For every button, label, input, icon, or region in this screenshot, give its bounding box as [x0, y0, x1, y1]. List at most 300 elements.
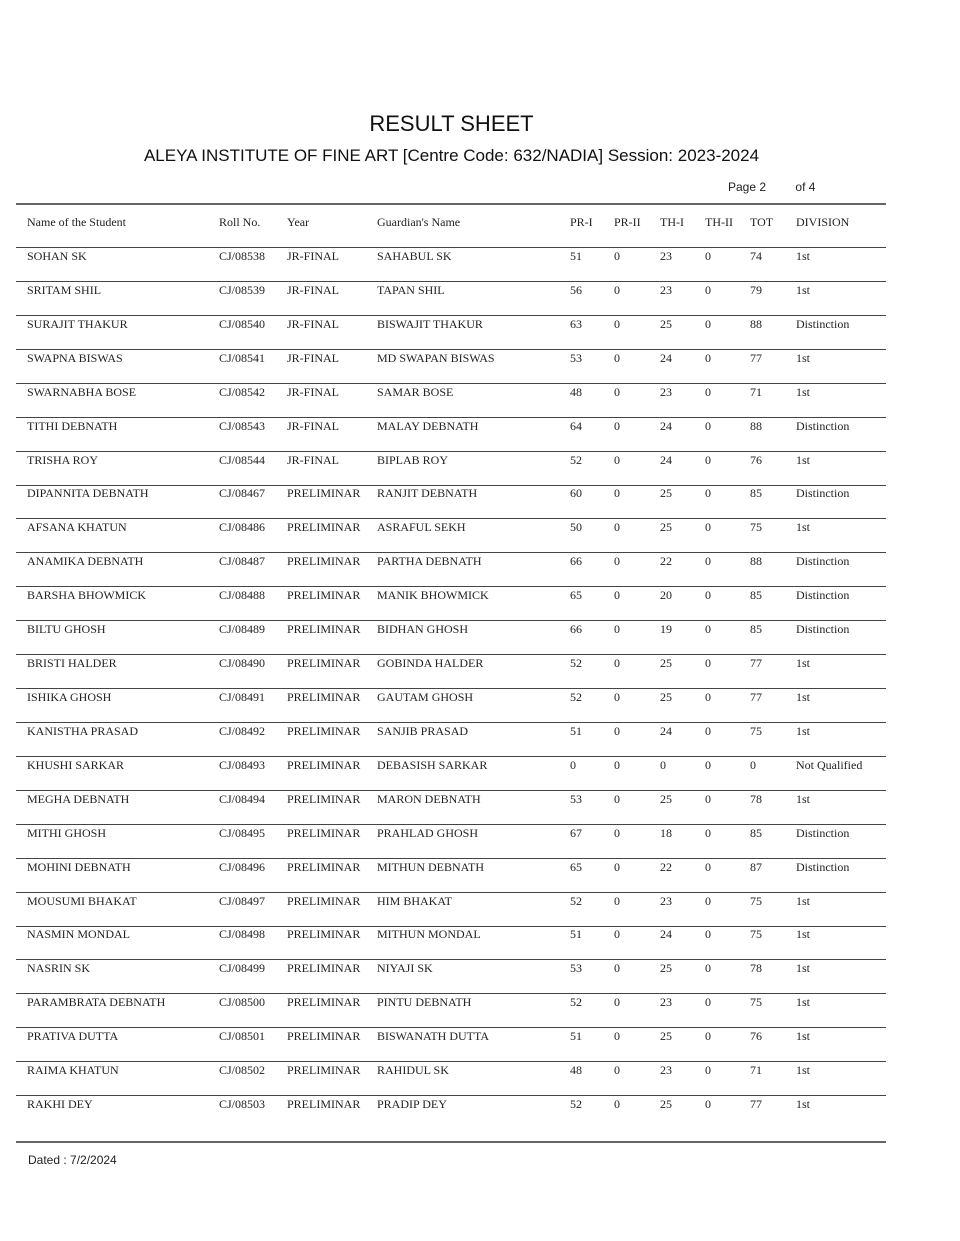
total-mark: 77	[750, 1097, 762, 1111]
division: 1st	[796, 1063, 811, 1078]
row-divider	[16, 926, 886, 927]
total-mark: 75	[750, 893, 762, 908]
year: JR-FINAL	[287, 452, 340, 467]
total-mark: 0	[750, 757, 756, 772]
th1-mark: 25	[660, 1097, 672, 1111]
th1-mark: 25	[660, 1029, 672, 1044]
student-name: SWAPNA BISWAS	[27, 350, 123, 365]
pr1-mark: 66	[570, 622, 582, 637]
pr2-mark: 0	[614, 554, 620, 569]
pr1-mark: 66	[570, 554, 582, 569]
th1-mark: 23	[660, 384, 672, 399]
th2-mark: 0	[705, 452, 711, 467]
year: PRELIMINAR	[287, 520, 361, 535]
table-row	[0, 961, 960, 977]
row-divider	[16, 349, 886, 350]
row-divider	[16, 858, 886, 859]
pr2-mark: 0	[614, 1097, 620, 1111]
table-row	[0, 486, 960, 502]
th2-mark: 0	[705, 588, 711, 603]
th2-mark: 0	[705, 249, 711, 263]
table-row	[0, 453, 960, 469]
row-divider	[16, 1027, 886, 1028]
division: Distinction	[796, 554, 850, 569]
division: 1st	[796, 791, 811, 806]
pr2-mark: 0	[614, 384, 620, 399]
student-name: AFSANA KHATUN	[27, 520, 127, 535]
year: JR-FINAL	[287, 249, 340, 263]
year: JR-FINAL	[287, 350, 340, 365]
guardian-name: SAHABUL SK	[377, 249, 452, 263]
row-divider	[16, 959, 886, 960]
year: JR-FINAL	[287, 316, 340, 331]
pr2-mark: 0	[614, 282, 620, 297]
year: PRELIMINAR	[287, 791, 361, 806]
student-name: ANAMIKA DEBNATH	[27, 554, 144, 569]
guardian-name: BISWANATH DUTTA	[377, 1029, 490, 1044]
pr2-mark: 0	[614, 588, 620, 603]
table-top-rule	[16, 203, 886, 205]
th2-mark: 0	[705, 927, 711, 942]
total-mark: 77	[750, 690, 762, 704]
guardian-name: SAMAR BOSE	[377, 384, 454, 399]
pr1-mark: 52	[570, 1097, 582, 1111]
row-divider	[16, 383, 886, 384]
pr2-mark: 0	[614, 452, 620, 467]
row-divider	[16, 1095, 886, 1096]
row-divider	[16, 417, 886, 418]
roll-number: CJ/08488	[219, 588, 266, 603]
row-divider	[16, 1061, 886, 1062]
table-row	[0, 927, 960, 943]
year: JR-FINAL	[287, 418, 340, 433]
division: 1st	[796, 961, 811, 976]
total-mark: 71	[750, 384, 762, 399]
total-mark: 74	[750, 249, 762, 263]
th1-mark: 24	[660, 927, 672, 942]
division: 1st	[796, 452, 811, 467]
table-row	[0, 419, 960, 435]
row-divider	[16, 824, 886, 825]
guardian-name: MITHUN MONDAL	[377, 927, 481, 942]
table-row	[0, 860, 960, 876]
total-mark: 85	[750, 622, 762, 637]
roll-number: CJ/08490	[219, 656, 266, 670]
table-row	[0, 1097, 960, 1113]
division: Distinction	[796, 622, 850, 637]
th2-mark: 0	[705, 791, 711, 806]
division: Not Qualified	[796, 757, 863, 772]
th1-mark: 20	[660, 588, 672, 603]
th1-mark: 22	[660, 859, 672, 874]
row-divider	[16, 586, 886, 587]
total-mark: 75	[750, 995, 762, 1010]
pr2-mark: 0	[614, 520, 620, 535]
guardian-name: PRAHLAD GHOSH	[377, 825, 479, 840]
guardian-name: PINTU DEBNATH	[377, 995, 472, 1010]
year: PRELIMINAR	[287, 690, 361, 704]
th2-mark: 0	[705, 282, 711, 297]
th2-mark: 0	[705, 554, 711, 569]
roll-number: CJ/08502	[219, 1063, 266, 1078]
roll-number: CJ/08495	[219, 825, 266, 840]
pr1-mark: 65	[570, 588, 582, 603]
pr1-mark: 67	[570, 825, 582, 840]
division: 1st	[796, 656, 811, 670]
th1-mark: 0	[660, 757, 666, 772]
guardian-name: NIYAJI SK	[377, 961, 433, 976]
total-mark: 85	[750, 825, 762, 840]
table-row	[0, 758, 960, 774]
th2-mark: 0	[705, 690, 711, 704]
col-header-pr2: PR-II	[614, 215, 641, 229]
pr2-mark: 0	[614, 927, 620, 942]
pr1-mark: 51	[570, 249, 582, 263]
table-row	[0, 554, 960, 570]
pr2-mark: 0	[614, 418, 620, 433]
roll-number: CJ/08497	[219, 893, 266, 908]
division: 1st	[796, 350, 811, 365]
th2-mark: 0	[705, 622, 711, 637]
th1-mark: 25	[660, 656, 672, 670]
pr2-mark: 0	[614, 1029, 620, 1044]
student-name: BARSHA BHOWMICK	[27, 588, 147, 603]
student-name: SWARNABHA BOSE	[27, 384, 137, 399]
row-divider	[16, 790, 886, 791]
pr1-mark: 52	[570, 656, 582, 670]
division: 1st	[796, 927, 811, 942]
year: PRELIMINAR	[287, 825, 361, 840]
roll-number: CJ/08541	[219, 350, 266, 365]
th2-mark: 0	[705, 1097, 711, 1111]
th1-mark: 24	[660, 350, 672, 365]
year: PRELIMINAR	[287, 1029, 361, 1044]
pr2-mark: 0	[614, 757, 620, 772]
guardian-name: SANJIB PRASAD	[377, 723, 469, 738]
roll-number: CJ/08486	[219, 520, 266, 535]
roll-number: CJ/08499	[219, 961, 266, 976]
division: Distinction	[796, 588, 850, 603]
col-header-guardian: Guardian's Name	[377, 215, 461, 229]
pr1-mark: 60	[570, 486, 582, 501]
col-header-name: Name of the Student	[27, 215, 126, 229]
guardian-name: MD SWAPAN BISWAS	[377, 350, 495, 365]
total-mark: 77	[750, 656, 762, 670]
roll-number: CJ/08500	[219, 995, 266, 1010]
pr1-mark: 65	[570, 859, 582, 874]
pr2-mark: 0	[614, 791, 620, 806]
roll-number: CJ/08501	[219, 1029, 266, 1044]
year: PRELIMINAR	[287, 1097, 361, 1111]
pr2-mark: 0	[614, 486, 620, 501]
th2-mark: 0	[705, 893, 711, 908]
pr1-mark: 51	[570, 927, 582, 942]
year: PRELIMINAR	[287, 486, 361, 501]
table-row	[0, 351, 960, 367]
pr2-mark: 0	[614, 656, 620, 670]
division: 1st	[796, 893, 811, 908]
th1-mark: 23	[660, 1063, 672, 1078]
division: 1st	[796, 520, 811, 535]
student-name: BRISTI HALDER	[27, 656, 117, 670]
pr1-mark: 53	[570, 791, 582, 806]
guardian-name: MITHUN DEBNATH	[377, 859, 484, 874]
page-indicator	[728, 180, 815, 194]
year: JR-FINAL	[287, 282, 340, 297]
table-row	[0, 588, 960, 604]
pr2-mark: 0	[614, 622, 620, 637]
division: 1st	[796, 1097, 811, 1111]
guardian-name: MARON DEBNATH	[377, 791, 481, 806]
year: PRELIMINAR	[287, 757, 361, 772]
total-mark: 77	[750, 350, 762, 365]
student-name: SOHAN SK	[27, 249, 87, 263]
student-name: KANISTHA PRASAD	[27, 723, 139, 738]
roll-number: CJ/08503	[219, 1097, 266, 1111]
row-divider	[16, 993, 886, 994]
pr1-mark: 64	[570, 418, 582, 433]
pr2-mark: 0	[614, 961, 620, 976]
th2-mark: 0	[705, 520, 711, 535]
division: 1st	[796, 282, 811, 297]
date-stamp: Dated : 7/2/2024	[28, 1153, 117, 1167]
th2-mark: 0	[705, 350, 711, 365]
th2-mark: 0	[705, 316, 711, 331]
guardian-name: MALAY DEBNATH	[377, 418, 479, 433]
page-number: Page 2	[728, 180, 767, 194]
total-mark: 76	[750, 452, 762, 467]
student-name: RAKHI DEY	[27, 1097, 93, 1111]
total-mark: 75	[750, 520, 762, 535]
student-name: PARAMBRATA DEBNATH	[27, 995, 166, 1010]
th1-mark: 25	[660, 486, 672, 501]
table-row	[0, 385, 960, 401]
header-rule	[16, 247, 886, 248]
col-header-division: DIVISION	[796, 215, 850, 229]
student-name: SRITAM SHIL	[27, 282, 102, 297]
roll-number: CJ/08492	[219, 723, 266, 738]
division: Distinction	[796, 316, 850, 331]
col-header-tot: TOT	[750, 215, 774, 229]
th2-mark: 0	[705, 961, 711, 976]
year: PRELIMINAR	[287, 656, 361, 670]
pr2-mark: 0	[614, 690, 620, 704]
col-header-th2: TH-II	[705, 215, 733, 229]
pr2-mark: 0	[614, 350, 620, 365]
total-mark: 75	[750, 927, 762, 942]
pr2-mark: 0	[614, 995, 620, 1010]
th1-mark: 23	[660, 249, 672, 263]
row-divider	[16, 552, 886, 553]
pr2-mark: 0	[614, 723, 620, 738]
student-name: BILTU GHOSH	[27, 622, 106, 637]
student-name: MEGHA DEBNATH	[27, 791, 130, 806]
th2-mark: 0	[705, 995, 711, 1010]
total-mark: 71	[750, 1063, 762, 1078]
total-mark: 85	[750, 588, 762, 603]
guardian-name: BISWAJIT THAKUR	[377, 316, 483, 331]
th2-mark: 0	[705, 723, 711, 738]
student-name: NASRIN SK	[27, 961, 91, 976]
th1-mark: 19	[660, 622, 672, 637]
roll-number: CJ/08540	[219, 316, 266, 331]
th2-mark: 0	[705, 384, 711, 399]
pr2-mark: 0	[614, 825, 620, 840]
total-mark: 79	[750, 282, 762, 297]
roll-number: CJ/08543	[219, 418, 266, 433]
year: PRELIMINAR	[287, 723, 361, 738]
pr1-mark: 52	[570, 452, 582, 467]
table-row	[0, 690, 960, 706]
student-name: DIPANNITA DEBNATH	[27, 486, 149, 501]
table-row	[0, 283, 960, 299]
student-name: TITHI DEBNATH	[27, 418, 118, 433]
table-row	[0, 1063, 960, 1079]
row-divider	[16, 451, 886, 452]
pr2-mark: 0	[614, 859, 620, 874]
roll-number: CJ/08491	[219, 690, 266, 704]
guardian-name: DEBASISH SARKAR	[377, 757, 488, 772]
th2-mark: 0	[705, 1063, 711, 1078]
pr1-mark: 52	[570, 995, 582, 1010]
row-divider	[16, 892, 886, 893]
roll-number: CJ/08496	[219, 859, 266, 874]
col-header-th1: TH-I	[660, 215, 684, 229]
th1-mark: 23	[660, 995, 672, 1010]
total-mark: 87	[750, 859, 762, 874]
year: PRELIMINAR	[287, 893, 361, 908]
total-mark: 76	[750, 1029, 762, 1044]
row-divider	[16, 315, 886, 316]
guardian-name: PARTHA DEBNATH	[377, 554, 482, 569]
th1-mark: 25	[660, 961, 672, 976]
student-name: PRATIVA DUTTA	[27, 1029, 119, 1044]
division: Distinction	[796, 486, 850, 501]
year: PRELIMINAR	[287, 622, 361, 637]
pr1-mark: 48	[570, 384, 582, 399]
page-total: of 4	[795, 180, 816, 194]
col-header-pr1: PR-I	[570, 215, 593, 229]
roll-number: CJ/08538	[219, 249, 266, 263]
student-name: MOUSUMI BHAKAT	[27, 893, 137, 908]
table-row	[0, 520, 960, 536]
roll-number: CJ/08467	[219, 486, 266, 501]
row-divider	[16, 756, 886, 757]
pr2-mark: 0	[614, 893, 620, 908]
th1-mark: 23	[660, 282, 672, 297]
col-header-roll: Roll No.	[219, 215, 261, 229]
th2-mark: 0	[705, 486, 711, 501]
guardian-name: GAUTAM GHOSH	[377, 690, 474, 704]
roll-number: CJ/08493	[219, 757, 266, 772]
roll-number: CJ/08498	[219, 927, 266, 942]
th2-mark: 0	[705, 656, 711, 670]
total-mark: 78	[750, 791, 762, 806]
th1-mark: 24	[660, 418, 672, 433]
table-row	[0, 724, 960, 740]
row-divider	[16, 620, 886, 621]
total-mark: 78	[750, 961, 762, 976]
table-row	[0, 826, 960, 842]
total-mark: 85	[750, 486, 762, 501]
guardian-name: BIDHAN GHOSH	[377, 622, 469, 637]
guardian-name: MANIK BHOWMICK	[377, 588, 489, 603]
division: 1st	[796, 723, 811, 738]
division: Distinction	[796, 825, 850, 840]
division: 1st	[796, 249, 811, 263]
student-name: MOHINI DEBNATH	[27, 859, 131, 874]
pr1-mark: 51	[570, 1029, 582, 1044]
division: 1st	[796, 690, 811, 704]
total-mark: 88	[750, 316, 762, 331]
pr2-mark: 0	[614, 249, 620, 263]
year: PRELIMINAR	[287, 588, 361, 603]
guardian-name: HIM BHAKAT	[377, 893, 452, 908]
year: PRELIMINAR	[287, 995, 361, 1010]
total-mark: 75	[750, 723, 762, 738]
table-row	[0, 894, 960, 910]
row-divider	[16, 722, 886, 723]
th1-mark: 25	[660, 316, 672, 331]
row-divider	[16, 518, 886, 519]
pr1-mark: 53	[570, 961, 582, 976]
th2-mark: 0	[705, 418, 711, 433]
division: 1st	[796, 995, 811, 1010]
th1-mark: 24	[660, 723, 672, 738]
th2-mark: 0	[705, 757, 711, 772]
roll-number: CJ/08542	[219, 384, 266, 399]
division: 1st	[796, 1029, 811, 1044]
th1-mark: 25	[660, 690, 672, 704]
pr1-mark: 52	[570, 690, 582, 704]
table-bottom-rule	[16, 1141, 886, 1143]
table-row	[0, 656, 960, 672]
table-row	[0, 317, 960, 333]
student-name: KHUSHI SARKAR	[27, 757, 125, 772]
pr2-mark: 0	[614, 316, 620, 331]
student-name: SURAJIT THAKUR	[27, 316, 128, 331]
table-row	[0, 622, 960, 638]
table-row	[0, 792, 960, 808]
th1-mark: 23	[660, 893, 672, 908]
pr1-mark: 63	[570, 316, 582, 331]
row-divider	[16, 485, 886, 486]
th2-mark: 0	[705, 859, 711, 874]
year: JR-FINAL	[287, 384, 340, 399]
student-name: TRISHA ROY	[27, 452, 99, 467]
pr1-mark: 50	[570, 520, 582, 535]
page-title: RESULT SHEET	[369, 111, 534, 136]
student-name: NASMIN MONDAL	[27, 927, 131, 942]
th2-mark: 0	[705, 1029, 711, 1044]
row-divider	[16, 654, 886, 655]
roll-number: CJ/08487	[219, 554, 266, 569]
guardian-name: BIPLAB ROY	[377, 452, 449, 467]
pr1-mark: 52	[570, 893, 582, 908]
year: PRELIMINAR	[287, 554, 361, 569]
row-divider	[16, 281, 886, 282]
student-name: MITHI GHOSH	[27, 825, 106, 840]
student-name: RAIMA KHATUN	[27, 1063, 119, 1078]
institute-header: ALEYA INSTITUTE OF FINE ART [Centre Code: 632/NADIA] Session: 2023-2024	[143, 146, 760, 165]
year: PRELIMINAR	[287, 859, 361, 874]
pr1-mark: 56	[570, 282, 582, 297]
pr2-mark: 0	[614, 1063, 620, 1078]
pr1-mark: 53	[570, 350, 582, 365]
year: PRELIMINAR	[287, 927, 361, 942]
th1-mark: 25	[660, 791, 672, 806]
table-row	[0, 1029, 960, 1045]
